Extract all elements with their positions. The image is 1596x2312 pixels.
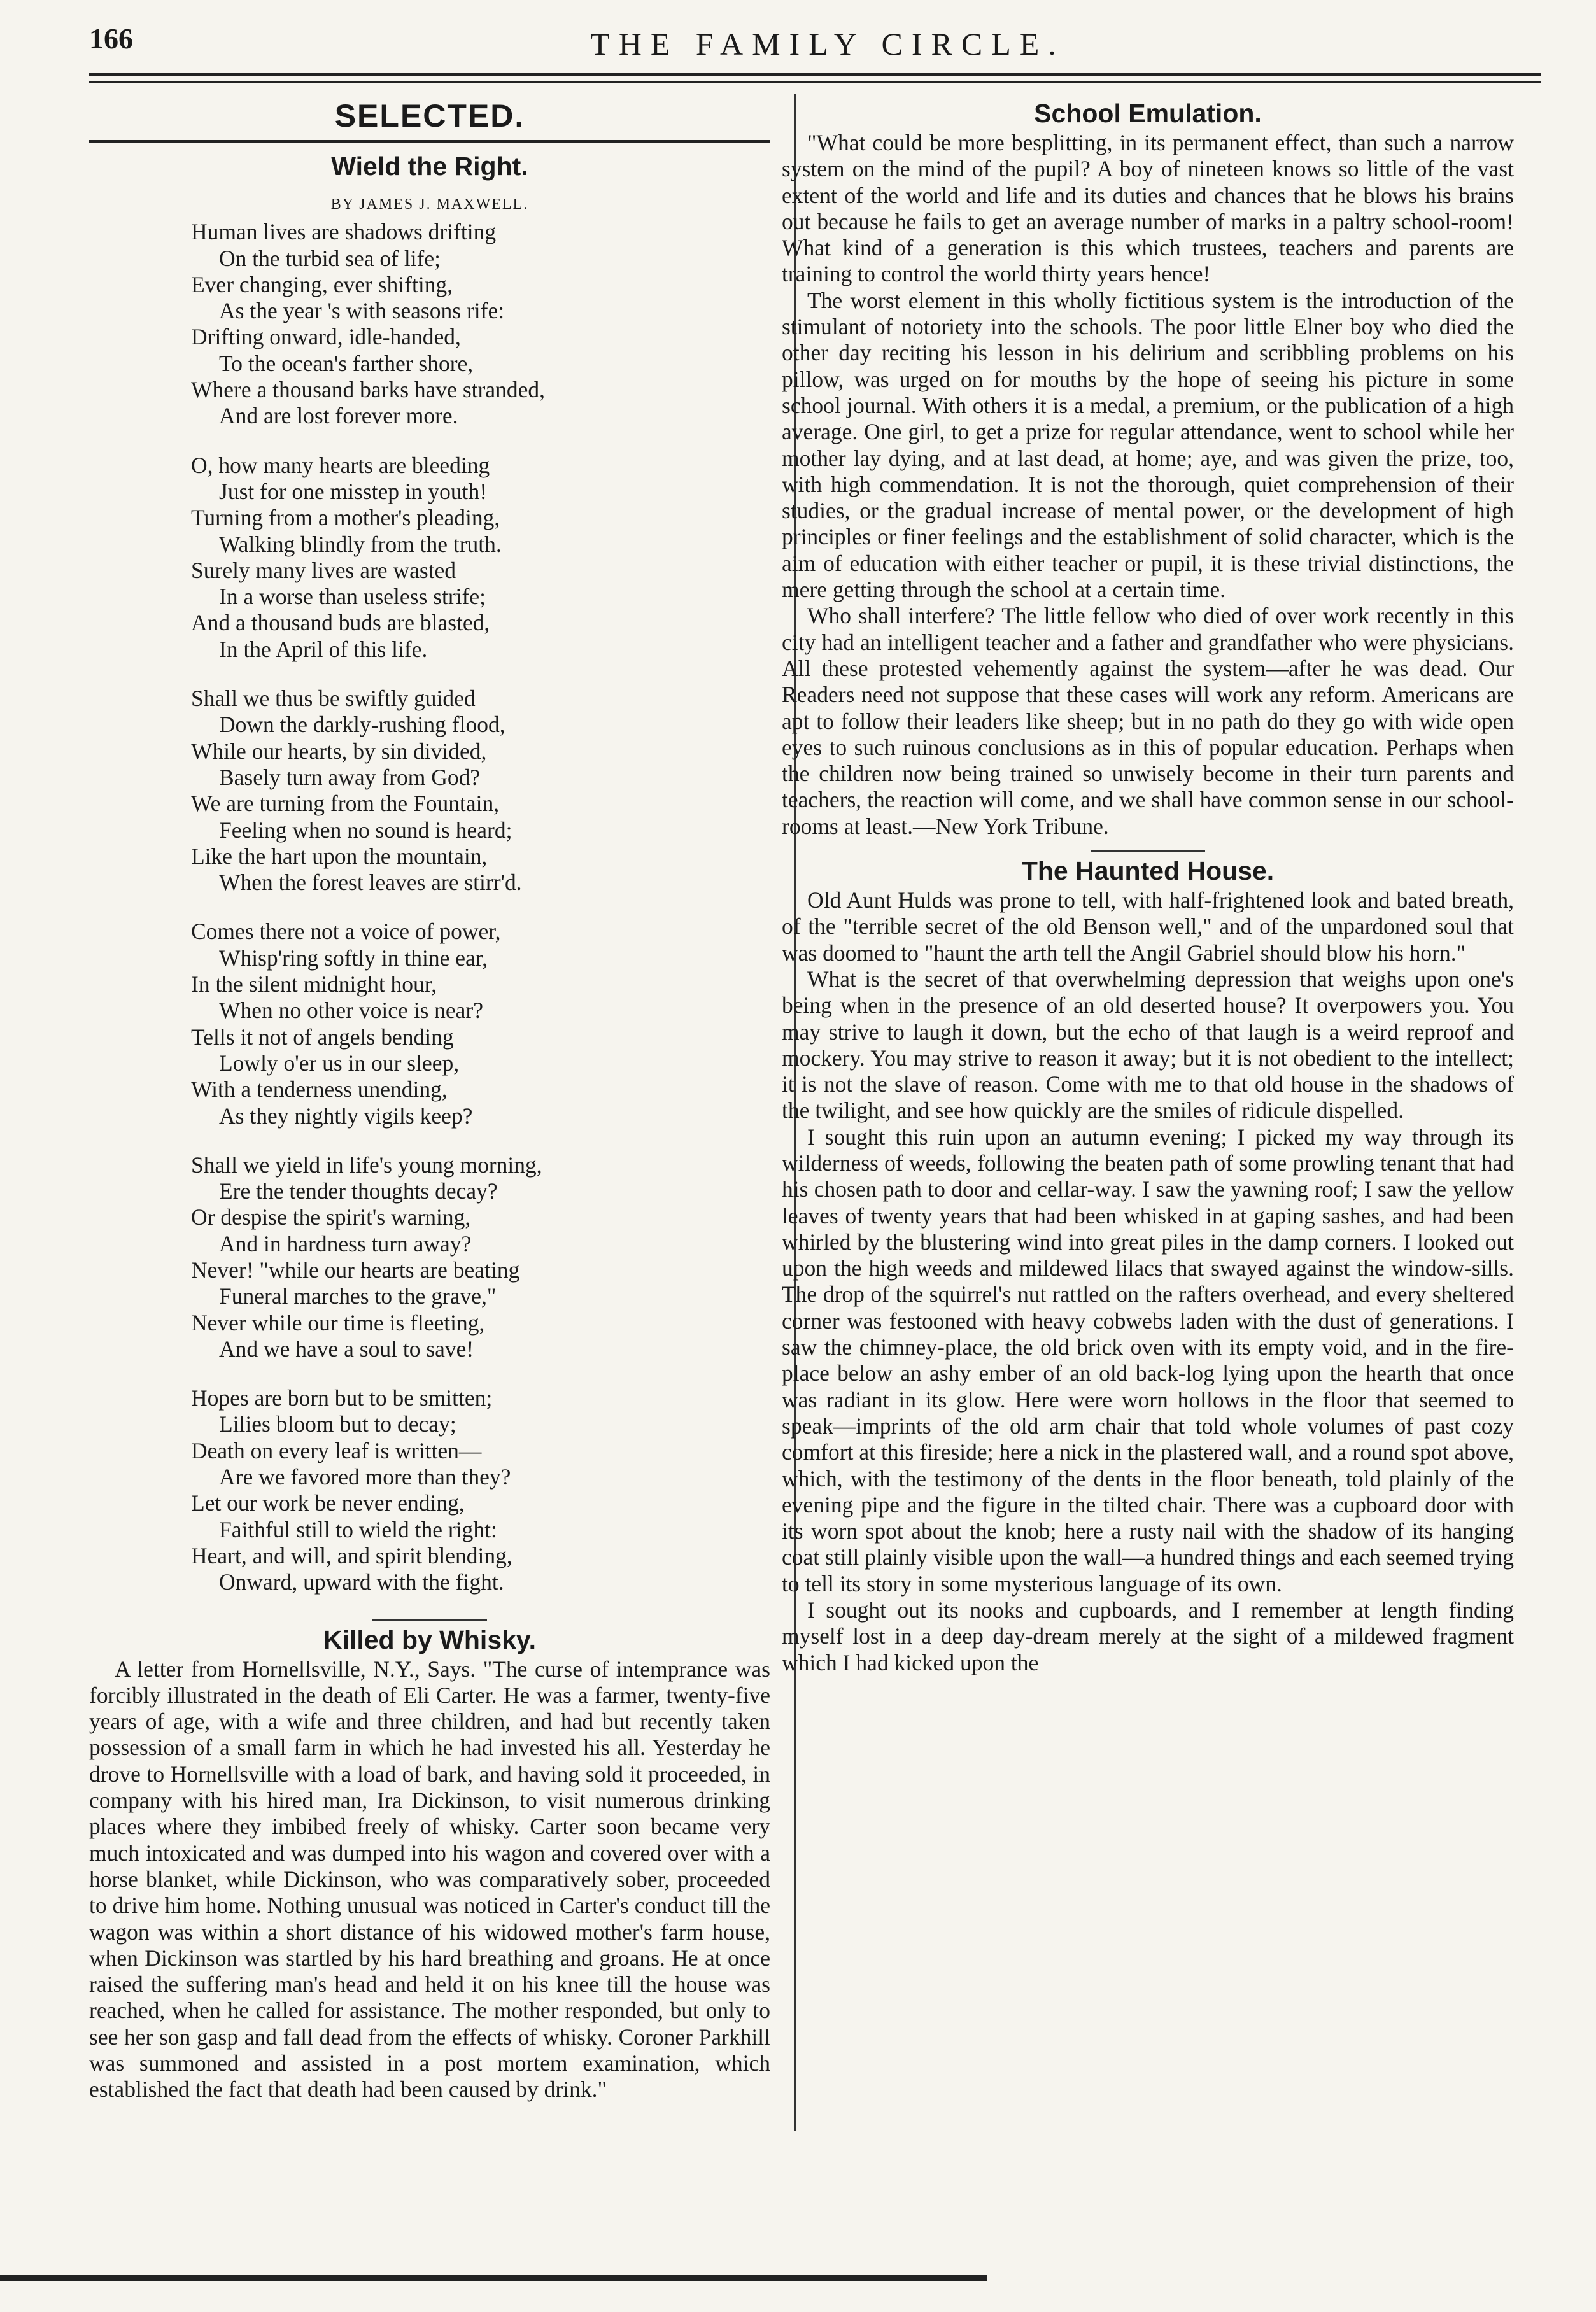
poem-line: Like the hart upon the mountain,	[191, 843, 488, 869]
left-column	[89, 95, 770, 2103]
poem-line: Hopes are born but to be smitten;	[191, 1385, 493, 1411]
poem-stanza	[89, 686, 770, 896]
poem-line: While our hearts, by sin divided,	[191, 738, 487, 764]
right-column	[782, 95, 1514, 1676]
article-title: Killed by Whisky.	[323, 1625, 537, 1654]
poem-line: When no other voice is near?	[219, 997, 483, 1024]
poem-line: Whisp'ring softly in thine ear,	[219, 945, 488, 971]
poem-stanza	[89, 1385, 770, 1595]
poem-line: Human lives are shadows drifting	[191, 219, 497, 245]
poem-line: As they nightly vigils keep?	[219, 1103, 473, 1129]
article-title: The Haunted House.	[1021, 856, 1275, 886]
article-paragraph: What is the secret of that overwhelming depression that weighs upon one's being when in the presence of an old deserted house? It overpowers you. You may strive to laugh it down, but the echo of that laugh is a weird reproof and mockery. You may strive to reason it away; but it is not obedient to the intellect; it is not the slave of reason. Come with me to that old house in the shadows of the twilight, and see how quickly are the smiles of ridicule dispelled.	[782, 966, 1514, 1124]
page-number: 166	[89, 22, 133, 55]
poem-line: Surely many lives are wasted	[191, 557, 456, 583]
section-rule	[89, 140, 770, 143]
poem-line: In a worse than useless strife;	[219, 584, 486, 610]
poem-line: And we have a soul to save!	[219, 1336, 474, 1362]
poem-line: Tells it not of angels bending	[191, 1024, 454, 1050]
poem-line: Heart, and will, and spirit blending,	[191, 1542, 512, 1568]
poem-line: Lowly o'er us in our sleep,	[219, 1050, 460, 1076]
footer-rule	[0, 2275, 987, 2281]
poem-line: Comes there not a voice of power,	[191, 919, 501, 945]
article-divider	[1091, 850, 1205, 852]
poem-line: Shall we yield in life's young morning,	[191, 1152, 542, 1178]
article-paragraph: Who shall interfere? The little fellow who died of over work recently in this city had an intelligent teacher and a father and grandfather who were physicians. All these protested vehemently against the system—after he was dead. Our Readers need not suppose that these cases will work any reform. Americans are apt to follow their leaders like sheep; but in no path do they go with wide open eyes to such ruinous conclusions as in this of popular education. Perhaps when the children now being trained so unwisely become in their turn parents and teachers, the reaction will come, and we shall have common sense in our school-rooms at least.—New York Tribune.	[782, 603, 1514, 839]
poem-line: With a tenderness unending,	[191, 1076, 448, 1103]
header-rule	[89, 73, 1541, 76]
poem-line: Never! "while our hearts are beating	[191, 1257, 520, 1283]
poem-line: O, how many hearts are bleeding	[191, 452, 490, 478]
poem-line: As the year 's with seasons rife:	[219, 298, 505, 324]
poem-line: Or despise the spirit's warning,	[191, 1204, 471, 1230]
poem-line: Let our work be never ending,	[191, 1490, 465, 1516]
poem-byline: BY JAMES J. MAXWELL.	[330, 196, 529, 213]
poem-line: In the silent midnight hour,	[191, 971, 437, 997]
poem-line: Where a thousand barks have stranded,	[191, 377, 545, 403]
article-divider	[372, 1619, 487, 1621]
header-rule-thin	[89, 81, 1541, 83]
poem-line: Walking blindly from the truth.	[219, 531, 502, 557]
poem-line: On the turbid sea of life;	[219, 245, 441, 271]
poem-line: Turning from a mother's pleading,	[191, 505, 500, 531]
article-title: School Emulation.	[1034, 99, 1262, 128]
poem-line: Are we favored more than they?	[219, 1464, 511, 1490]
poem-line: And a thousand buds are blasted,	[191, 610, 490, 636]
running-title: THE FAMILY CIRCLE.	[590, 26, 1065, 62]
poem-stanza	[89, 919, 770, 1129]
poem-line: Death on every leaf is written—	[191, 1437, 482, 1463]
poem-line: Down the darkly-rushing flood,	[219, 712, 505, 738]
article-paragraph: The worst element in this wholly fictitious system is the introduction of the stimulant of notoriety into the schools. The poor little Elner boy who died the other day reciting his lesson in his delirium and scribbling problems on his pillow, was urged on for mouths by the hope of seeing his picture in some school journal. With others it is a medal, a premium, or the publication of a high average. One girl, to get a prize for regular attendance, went to school while her mother lay dying, and at last dead, at home; aye, and was given the prize, too, with high commendation. It is not the thorough, quiet comprehension of their studies, or the gradual increase of mental power, or the development of high principles or finer feelings and the establishment of solid character, which is the aim of education with either teacher or pupil, it is these trivial distinctions, the mere getting through the school at a certain time.	[782, 287, 1514, 603]
poem-body	[89, 219, 770, 1595]
article-paragraph: "What could be more besplitting, in its permanent effect, than such a narrow system on the mind of the pupil? A boy of nineteen knows so little of the vast extent of the world and life and its duties and chances that he blows his brains out because he fails to get an average number of marks in a paltry school-room! What kind of a generation is this which trustees, teachers and parents are training to control the world thirty years hence!	[782, 130, 1514, 287]
poem-line: Ever changing, ever shifting,	[191, 271, 453, 297]
poem-line: And in hardness turn away?	[219, 1230, 472, 1257]
poem-line: Faithful still to wield the right:	[219, 1516, 497, 1542]
poem-line: When the forest leaves are stirr'd.	[219, 870, 522, 896]
poem-line: Shall we thus be swiftly guided	[191, 686, 476, 712]
poem-line: We are turning from the Fountain,	[191, 791, 500, 817]
poem-line: Never while our time is fleeting,	[191, 1309, 485, 1336]
poem-stanza	[89, 453, 770, 663]
poem-line: Ere the tender thoughts decay?	[219, 1178, 498, 1204]
poem-line: In the April of this life.	[219, 636, 428, 662]
poem-line: Just for one misstep in youth!	[219, 478, 488, 504]
poem-line: Funeral marches to the grave,"	[219, 1283, 497, 1309]
poem-line: Basely turn away from God?	[219, 764, 481, 790]
article-body: A letter from Hornellsville, N.Y., Says. "The curse of intemprance was forcibly illustrated in the death of Eli Carter. He was a farmer, twenty-five years of age, with a wife and three children, and had but recently taken possession of a small farm in which he had invested his all. Yesterday he drove to Hornellsville with a load of bark, and having sold it proceeded, in company with his hired man, Ira Dickinson, to visit numerous drinking places where they imbibed freely of whisky. Carter soon became very much intoxicated and was dumped into his wagon and covered over with a horse blanket, while Dickinson, who was comparatively sober, proceeded to drive him home. Nothing unusual was noticed in Carter's conduct till the wagon was within a short distance of his widowed mother's farm house, when Dickinson was startled by his hard breathing and groans. He at once raised the suffering man's head and held it on his knee till the house was reached, when he called for assistance. The mother responded, but only to see her son gasp and fall dead from the effects of whisky. Coroner Parkhill was summoned and assisted in a post mortem examination, which established the fact that death had been caused by drink."	[89, 1656, 770, 2103]
poem-line: Onward, upward with the fight.	[219, 1569, 504, 1595]
article-paragraph: I sought out its nooks and cupboards, and I remember at length finding myself lost in a deep day-dream merely at the sight of a mildewed fragment which I had kicked upon the	[782, 1597, 1514, 1675]
poem-line: Lilies bloom but to decay;	[219, 1411, 456, 1437]
poem-line: And are lost forever more.	[219, 403, 458, 429]
poem-line: Drifting onward, idle-handed,	[191, 324, 461, 350]
article-paragraph: I sought this ruin upon an autumn evening; I picked my way through its wilderness of weeds, following the beaten path of some prowling tenant that had his chosen path to door and cellar-way. I saw the yawning roof; I saw the yellow leaves of twenty years that had been whisked in at gaping sashes, and had been whirled by the blustering wind into great piles in the damp corners. I looked out upon the high weeds and mildewed lilacs that swayed against the window-sills. The drop of the squirrel's nut rattled on the rafters overhead, and every sheltered corner was festooned with heavy cobwebs laden with the dust of generations. I saw the chimney-place, the old brick oven with its empty void, and in the fire-place below an ashy ember of an old back-log lying upon the hearth that once was radiant in its glow. Here were worn hollows in the floor that seemed to speak—imprints of the old arm chair that told whole volumes of past cozy comfort at this fireside; here a nick in the plastered wall, and a round spot above, which, with the testimony of the dents in the floor beneath, told plainly of the evening pipe and the figure in the tilted chair. There was a cupboard door with its worn spot about the knob; here a rusty nail with the shadow of its hanging coat still plainly visible upon the wall—a hundred things and each seemed trying to tell its story in some mysterious language of its own.	[782, 1124, 1514, 1597]
poem-line: Feeling when no sound is heard;	[219, 817, 512, 843]
article-paragraph: Old Aunt Hulds was prone to tell, with half-frightened look and bated breath, of the "terrible secret of the old Benson well," and of the unpardoned soul that was doomed to "haunt the arth tell the Angil Gabriel should blow his horn."	[782, 887, 1514, 966]
poem-stanza	[89, 1152, 770, 1362]
poem-stanza	[89, 219, 770, 429]
poem-line: To the ocean's farther shore,	[219, 350, 474, 376]
poem-title: Wield the Right.	[331, 152, 528, 181]
section-label: SELECTED.	[334, 98, 525, 134]
